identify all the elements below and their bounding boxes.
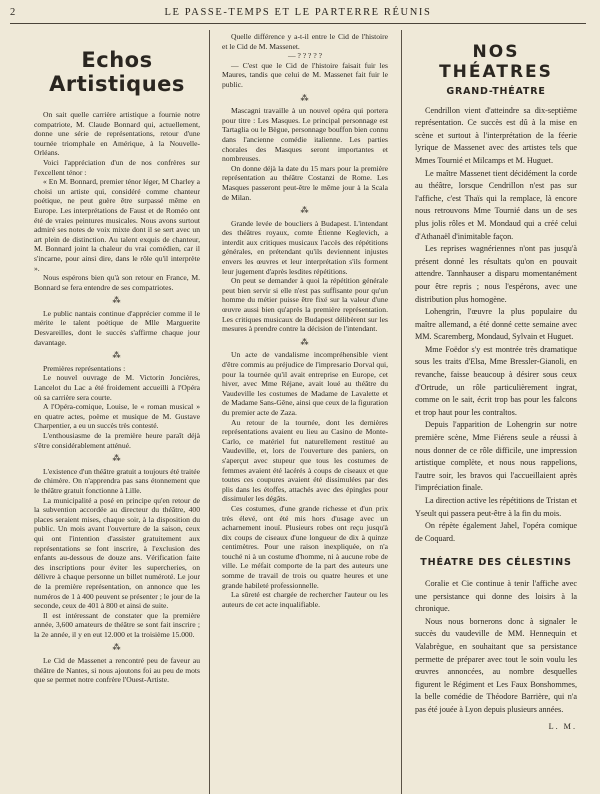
ornament-divider: ⁂	[300, 93, 310, 103]
article-paragraph: Depuis l'apparition de Lohengrin sur notre première scène, Mme Fiérens seule a réussi à nous donner de ce rôle difficile, une impression artistique complète, et nous nous rappelions, l'autre soir, les bravos qui l'accueillaient après l'impréciation finale.	[415, 420, 577, 493]
article-paragraph: Cendrillon vient d'atteindre sa dix-septième représentation. Ce succès est dû à la mise en scène et surtout à l'interprétation de la féerie lyrique de Massenet avec des artistes tels que Mmes Tournié et Milcamps et M. Huguet.	[415, 105, 577, 165]
article-paragraph: Le nouvel ouvrage de M. Victorin Joncières, Lancelot du Lac a été froidement accueilli à l'Opéra où sa carrière sera courte.	[34, 373, 200, 402]
ornament-divider: ⁂	[112, 454, 122, 464]
article-paragraph: Grande levée de boucliers à Budapest. L'intendant des théâtres royaux, comte Étienne Keglevich, a interdit aux critiques musicaux l'accès des répétitions générales, en prétendant qu'ils deviennent injustes envers les œuvres et leur interprétation s'ils forment leur jugement d'après lesdites répétitions.	[222, 218, 388, 276]
article-paragraph: Le public nantais continue d'apprécier comme il le mérite le talent poétique de Mlle Marguerite Desvareilles, dont le succès s'affirme chaque jour davantage.	[34, 308, 200, 347]
article-paragraph: La sûreté est chargée de rechercher l'auteur ou les auteurs de cet acte inqualifiable.	[222, 590, 388, 609]
ornament-divider: ⁂	[112, 643, 122, 653]
column-rule-1	[209, 30, 210, 794]
publication-title: LE PASSE-TEMPS ET LE PARTERRE RÉUNIS	[164, 7, 432, 18]
section-heading-nos-theatres: NOS THÉATRES	[439, 42, 553, 82]
article-paragraph: On répète également Jahel, l'opéra comique de Coquard.	[415, 521, 577, 543]
subheading-grand-theatre: GRAND-THÉATRE	[446, 86, 546, 97]
article-paragraph: Le Cid de Massenet a rencontré peu de faveur au théâtre de Nantes, si nous ajoutons foi au peu de mots que se permet notre confrère l'Ouest-Artiste.	[34, 656, 200, 685]
article-paragraph: Les reprises wagnériennes n'ont pas jusqu'à présent donné les résultats qu'on en pouvait attendre. Tannhauser a disparu momentanément pour être repris ; nous l'espérons, avec une distribution plus homogène.	[415, 244, 577, 304]
article-paragraph: Le maître Massenet tient décidément la corde au théâtre, lorsque Cendrillon n'est pas sur l'affiche, c'est Thaïs qui la remplace, là encore nous retrouvons Mme Tournié dans un de ses plus jolis rôles et M. Mondaud qui a créé celui d'Athanaël d'inimitable façon.	[415, 168, 577, 241]
page-number: 2	[10, 7, 17, 18]
article-paragraph: La municipalité a posé en principe qu'en retour de la subvention accordée au directeur du théâtre, 400 places seraient mises, chaque soir, à la disposition du public. Un mois avant l'ouverture de la saison, ceux qui ont l'intention d'assister gratuitement aux représentations se font inscrire, à l'exclusion des enfants au-dessous de douze ans. Vérification faite des inscriptions pour éviter les supercheries, on délivre à chaque personne un billet numéroté. Le jour de la première représentation, on annonce que les numéros de 1 à 400 peuvent se présenter ; le jour de la seconde, ceux de 401 à 800 et ainsi de suite.	[34, 495, 200, 611]
column-middle	[222, 32, 388, 609]
article-paragraph: Coralie et Cie continue à tenir l'affiche avec une persistance qui donne des loisirs à la chronique.	[415, 578, 577, 614]
ornament-divider: ⁂	[112, 351, 122, 361]
article-paragraph: Un acte de vandalisme incompréhensible vient d'être commis au préjudice de l'impresario Dorval qui, pour la tournée qu'il avait entreprise en Europe, cet hiver, avec Mme Réjane, avait loué au théâtre du Vaudeville les costumes de Madame de Lavalette et de Madame Sans-Gêne, ainsi que ceux de la figuration du premier acte de Zaza.	[222, 350, 388, 417]
article-paragraph: Au retour de la tournée, dont les dernières représentations avaient eu lieu au Casino de Monte-Carlo, ce matériel fut naturellement restitué au Vaudeville, et, lors de l'ouverture des paniers, on s'aperçut avec stupeur que tous les costumes de femmes avaient été lacérés à coups de ciseaux et que toutes ces coupures avaient été dissimulées par des plis dans les étoffes, attachés avec des épingles pour dissimuler les dégâts.	[222, 417, 388, 504]
running-header	[10, 5, 586, 24]
article-paragraph: On peut se demander à quoi la répétition générale peut bien servir si elle n'est pas suffisante pour qu'un homme du métier puisse être fixé sur la valeur d'une œuvre aussi bien qu'après la première représentation. Les critiques musicaux de Budapest délibèrent sur les mesures à prendre contre la décision de l'intendant.	[222, 276, 388, 334]
author-signature: L. M.	[548, 721, 577, 731]
article-paragraph: « En M. Bonnard, premier ténor léger, M Charley a choisi un artiste qui, considéré comme chanteur poétique, ne peut guère être surpassé même en Europe. Les interprétations de Faust et de Roméo ont été de vraies peintures musicales. Nous avons surtout admiré ses notes de voix mixte dont il se sert avec un art plein de distinction. Au talent exquis de chanteur, M. Bonnard joint la chaleur du vrai comédien, car il s'incarne, pour ainsi dire, dans le rôle qu'il interprète ».	[34, 177, 200, 273]
section-heading-echos: Echos Artistiques	[49, 48, 185, 96]
article-paragraph: On sait quelle carrière artistique a fournie notre compatriote, M. Claude Bonnard qui, actuellement, donne une série de représentations, retour d'une tournée triomphale en Amérique, à la Nouvelle-Orléans.	[34, 110, 200, 158]
column-rule-2	[401, 30, 402, 794]
article-paragraph: Il est intéressant de constater que la première année, 3,600 amateurs de théâtre se sont fait inscrire ; la 2e année, il y en eut 12.000 et la troisième 15.000.	[34, 610, 200, 639]
article-paragraph: On donne déjà la date du 15 mars pour la première représentation au théâtre Costanzi de Rome. Les Masques passeront peut-être le même jour à la Scala de Milan.	[222, 163, 388, 202]
article-paragraph: La direction active les répétitions de Tristan et Yseult qui passera peut-être à la fin du mois.	[415, 496, 577, 518]
article-paragraph: Voici l'appréciation d'un de nos confrères sur l'excellent ténor :	[34, 157, 200, 177]
column-echos-artistiques	[34, 32, 200, 685]
article-paragraph: L'enthousiasme de la première heure paraît déjà s'être considérablement atténué.	[34, 431, 200, 450]
article-paragraph: Mme Foëdor s'y est montrée très dramatique sous les traits d'Elsa, Mme Bressler-Gianoli, en revanche, faisse beaucoup à désirer sous ceux d'Ortrude, un rôle particulièrement ingrat, comme on le sait, écrit trop bas pour les falcons et trop haut pour les contraltos.	[415, 344, 577, 417]
article-paragraph: Quelle différence y a-t-il entre le Cid de l'histoire et le Cid de M. Massenet.	[222, 32, 388, 51]
column-nos-theatres	[415, 32, 577, 733]
article-paragraph: — C'est que le Cid de l'histoire faisait fuir les Maures, tandis que celui de M. Massenet fait fuir le public.	[222, 60, 388, 89]
ornament-divider: ⁂	[300, 337, 310, 347]
ornament-divider: ⁂	[300, 206, 310, 216]
subheading-celestins: THÉATRE DES CÉLESTINS	[420, 557, 572, 569]
article-paragraph: Nous espérons bien qu'à son retour en France, M. Bonnard se fera entendre de ses compatriotes.	[34, 273, 200, 292]
article-paragraph: Lohengrin, l'œuvre la plus populaire du maître allemand, a été donné cette semaine avec MM. Scaremberg, Mondaud, Sylvain et Huguet.	[415, 307, 577, 342]
ornament-divider: ⁂	[112, 296, 122, 306]
article-paragraph: Ces costumes, d'une grande richesse et d'un prix très élevé, ont été mis hors d'usage avec un acharnement inouï. Plusieurs robes ont reçu jusqu'à dix coups de ciseaux d'une longueur de dix à quinze centimètres. Pour une raison inexpliquée, on n'a touché ni à un costume d'homme, ni à aucune robe de ville. Le méfait comporte de la part des auteurs une somme de travail de trois ou quatre heures et une grande habileté professionnelle.	[222, 503, 388, 590]
article-paragraph: — ? ? ? ? ?	[288, 51, 322, 61]
article-paragraph: L'existence d'un théâtre gratuit a toujours été traitée de chimère. On n'apprendra pas sans étonnement que le théâtre gratuit fonctionne à Lille.	[34, 466, 200, 495]
article-paragraph: Premières représentations :	[43, 363, 126, 373]
article-paragraph: Nous nous bornerons donc à signaler le succès du vaudeville de MM. Hennequin et Valabrègue, en souhaitant que sa persistance permette de préparer avec tout le soin voulu les œuvres annoncées, au nombre desquelles figurent le Régiment et Les Faux Bonshommes, la belle comédie de Théodore Barrière, qui n'a pas été jouée à Lyon depuis plusieurs années.	[415, 616, 577, 714]
article-paragraph: Mascagni travaille à un nouvel opéra qui portera pour titre : Les Masques. Le principal personnage est Tartaglia ou le Bègue, personnage bouffon bien connu dans l'ancienne comédie italienne. Les parties chorales des Masques seront importantes et nombreuses.	[222, 106, 388, 164]
article-paragraph: A l'Opéra-comique, Louise, le « roman musical » en quatre actes, poème et musique de M. Gustave Charpentier, a eu un succès très contesté.	[34, 402, 200, 431]
